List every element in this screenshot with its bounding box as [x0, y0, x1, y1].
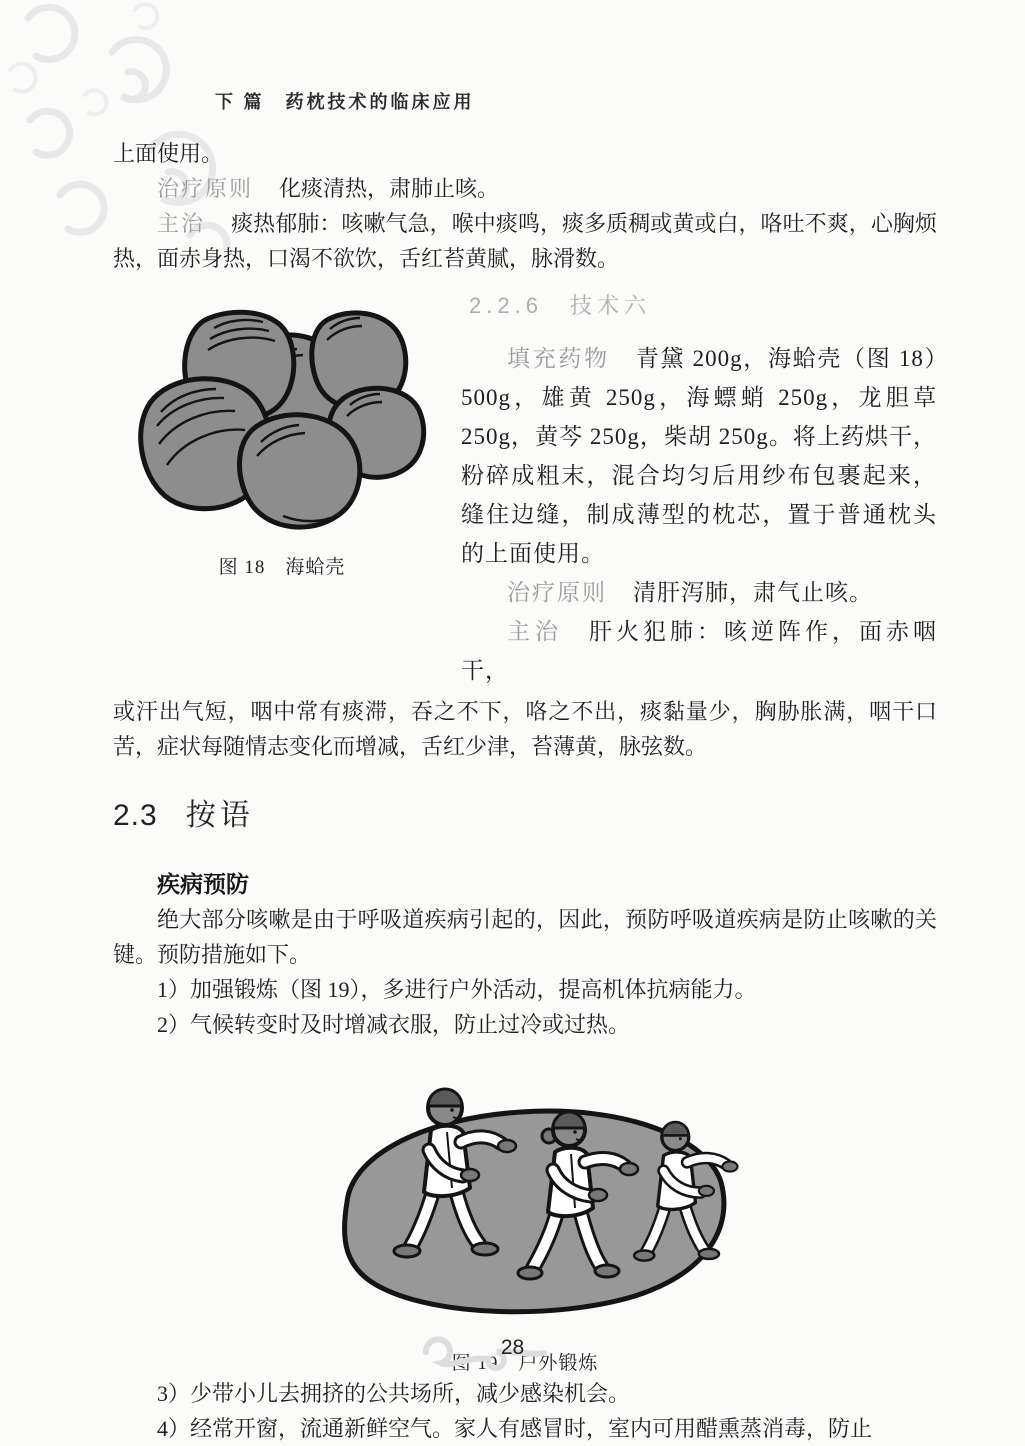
figure18-block	[113, 286, 451, 690]
page-number: 28	[500, 1336, 525, 1359]
fill-drugs-text: 青黛 200g，海蛤壳（图 18）500g，雄黄 250g，海螵蛸 250g，龙胆草 250g，黄芩 250g，柴胡 250g。将上药烘干，粉碎成粗末，混合均匀后用纱布包裹起来，缝住边缝，制成薄型的枕芯，置于普通枕头的上面使用。	[461, 346, 937, 566]
indication-text-2-start: 肝火犯肺：咳逆阵作，面赤咽干，	[461, 619, 937, 683]
prevention-item-3: 3）少带小儿去拥挤的公共场所，减少感染机会。	[157, 1381, 631, 1406]
treatment-principle-text: 化痰清热，肃肺止咳。	[279, 176, 500, 201]
prevention-item-4: 4）经常开窗，流通新鲜空气。家人有感冒时，室内可用醋熏蒸消毒，防止	[157, 1416, 873, 1441]
section-2-3-number: 2.3	[113, 799, 158, 832]
prevention-intro: 绝大部分咳嗽是由于呼吸道疾病引起的，因此，预防呼吸道疾病是防止咳嗽的关键。预防措施如下。	[113, 907, 937, 967]
treatment-principle-label-2: 治疗原则	[507, 580, 607, 605]
treatment-principle-line-1	[113, 171, 937, 206]
clam-shells-illustration	[121, 292, 443, 540]
fill-drugs-label: 填充药物	[507, 346, 610, 371]
indication-2-continuation: 或汗出气短，咽中常有痰滞，吞之不下，咯之不出，痰黏量少，胸胁胀满，咽干口苦，症状每随情志变化而增减，舌红少津，苔薄黄，脉弦数。	[113, 699, 937, 759]
indication-label-2: 主治	[507, 619, 563, 644]
figure19-caption: 图 19 户外锻炼	[451, 1353, 599, 1374]
indication-label: 主治	[157, 211, 206, 236]
paragraph-tail: 上面使用。	[113, 141, 224, 166]
running-head: 下 篇 药枕技术的临床应用	[215, 92, 475, 112]
indication-line-1	[113, 206, 937, 276]
treatment-principle-line-2	[461, 573, 937, 612]
figure18-caption: 图 18 海蛤壳	[218, 557, 346, 578]
section-2-2-6-heading	[469, 288, 937, 323]
fill-drugs-paragraph	[461, 339, 937, 573]
prevention-item-2: 2）气候转变时及时增减衣服，防止过冷或过热。	[157, 1012, 631, 1037]
figure19-block	[113, 1060, 937, 1376]
disease-prevention-subheading: 疾病预防	[157, 871, 249, 897]
prevention-item-1: 1）加强锻炼（图 19），多进行户外活动，提高机体抗病能力。	[157, 977, 757, 1002]
section-2-2-6-number: 2.2.6	[469, 293, 543, 318]
figure18-row	[113, 286, 937, 690]
page-content	[113, 136, 937, 1446]
section-2-2-6-title: 技术六	[569, 293, 651, 318]
indication-line-2	[461, 612, 937, 690]
treatment-principle-label: 治疗原则	[157, 176, 254, 201]
section-2-3-title: 按语	[185, 799, 254, 832]
indication-text: 痰热郁肺：咳嗽气急，喉中痰鸣，痰多质稠或黄或白，咯吐不爽，心胸烦热，面赤身热，口渴不欲饮，舌红苔黄腻，脉滑数。	[113, 211, 937, 271]
section-2-3-heading	[113, 798, 937, 833]
treatment-principle-text-2: 清肝泻肺，肃气止咳。	[633, 580, 873, 605]
tai-chi-illustration	[299, 1060, 751, 1326]
technique6-column	[451, 286, 937, 690]
